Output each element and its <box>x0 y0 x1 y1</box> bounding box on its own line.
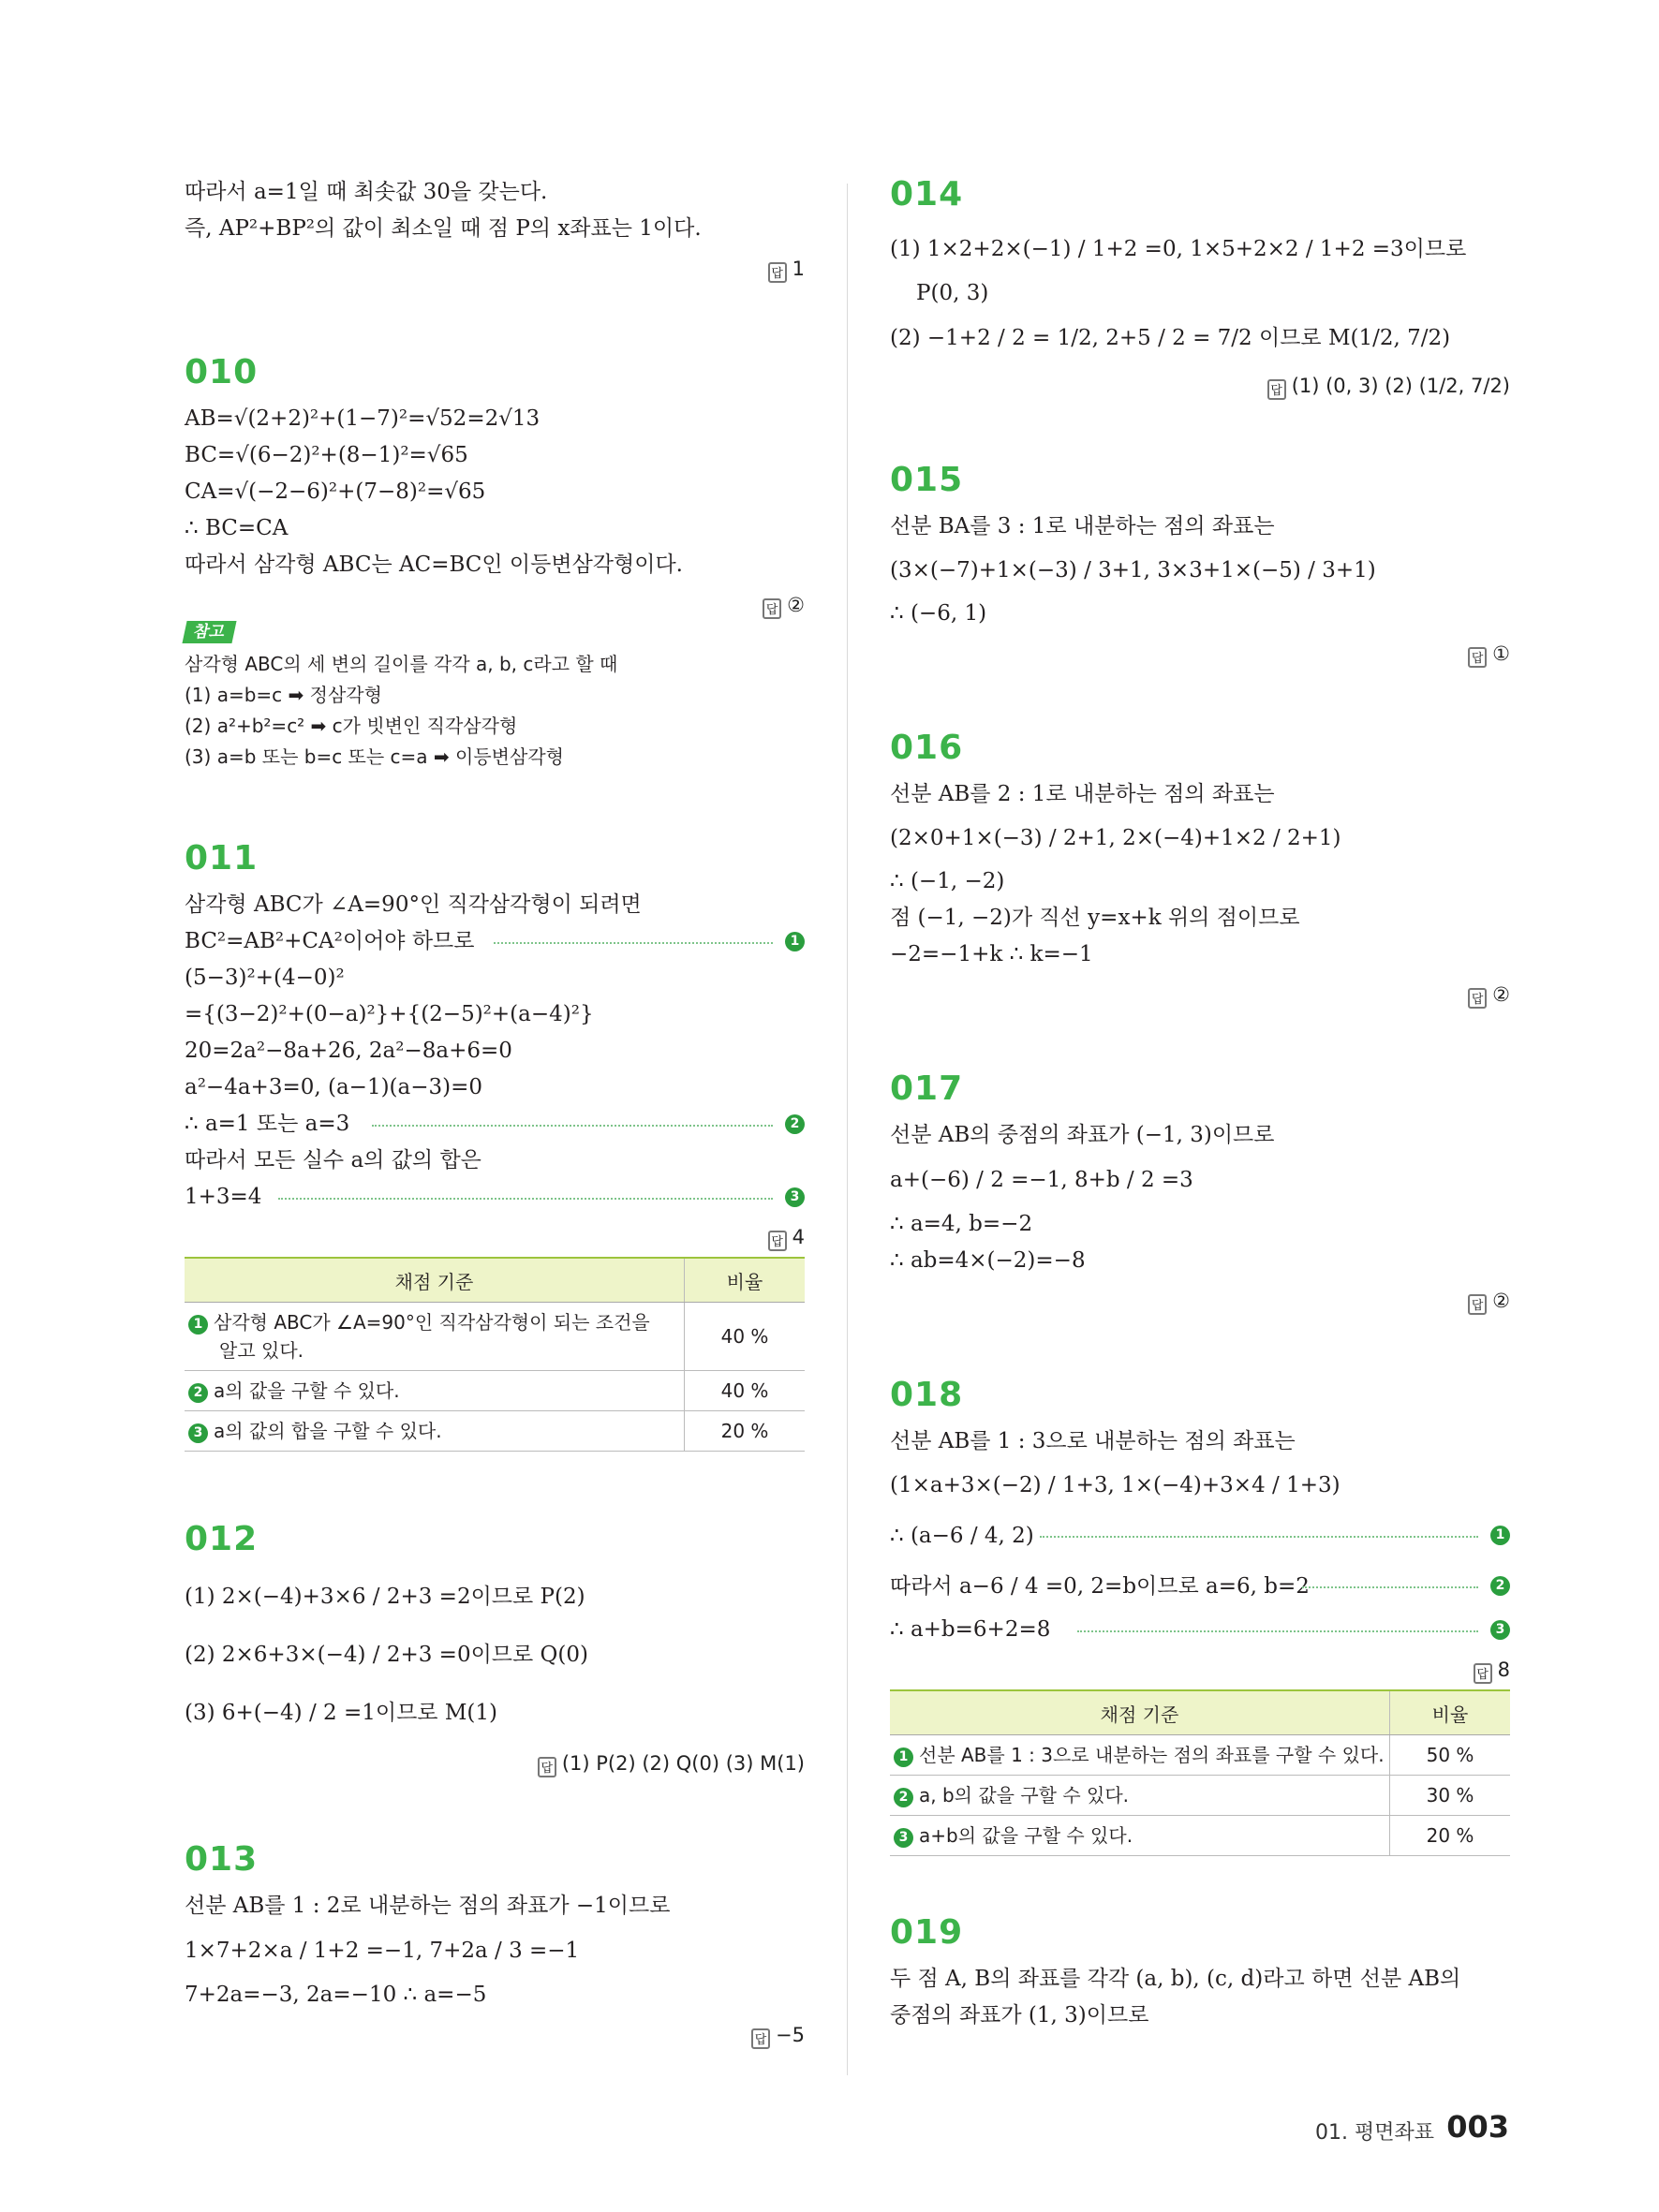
p010-line: ∴ BC=CA <box>185 516 289 540</box>
p016-line: 선분 AB를 2 : 1로 내분하는 점의 좌표는 <box>890 782 1275 806</box>
p011-step-3: 1+3=4 3 <box>185 1179 805 1216</box>
p015-line: ∴ (−6, 1) <box>890 601 987 626</box>
problem-number-018: 018 <box>890 1376 964 1414</box>
p013-line: 1×7+2×a / 1+2 =−1, 7+2a / 3 =−1 <box>185 1939 580 1963</box>
intro-line-1: 따라서 a=1일 때 최솟값 30을 갖는다. <box>185 180 548 204</box>
p015-line: (3×(−7)+1×(−3) / 3+1, 3×3+1×(−5) / 3+1) <box>890 558 1376 582</box>
dotted-leader <box>278 1198 773 1200</box>
p014-line: P(0, 3) <box>916 281 989 305</box>
table-row: 1 삼각형 ABC가 ∠A=90°인 직각삼각형이 되는 조건을 알고 있다. 40 % <box>185 1303 805 1371</box>
table-row: 2 a, b의 값을 구할 수 있다. 30 % <box>890 1776 1510 1816</box>
p018-line: 선분 AB를 1 : 3으로 내분하는 점의 좌표는 <box>890 1429 1296 1453</box>
p017-line: 선분 AB의 중점의 좌표가 (−1, 3)이므로 <box>890 1123 1275 1147</box>
right-column <box>890 174 1510 2034</box>
p011-step-2: ∴ a=1 또는 a=3 2 <box>185 1106 805 1143</box>
column-divider <box>847 184 848 2075</box>
table-row: 3 a+b의 값을 구할 수 있다. 20 % <box>890 1816 1510 1856</box>
dotted-leader <box>1040 1536 1478 1538</box>
answer-tag-icon: 답 <box>763 598 781 619</box>
p018-step-3: ∴ a+b=6+2=8 3 <box>890 1612 1510 1648</box>
left-column <box>185 174 805 2051</box>
p011-line: a²−4a+3=0, (a−1)(a−3)=0 <box>185 1075 483 1099</box>
table-row: 2 a의 값을 구할 수 있다. 40 % <box>185 1371 805 1411</box>
dotted-leader <box>1302 1586 1478 1588</box>
answer-tag-icon: 답 <box>1468 647 1487 668</box>
answer-013: 답 −5 <box>185 2019 805 2051</box>
p019-line: 두 점 A, B의 좌표를 각각 (a, b), (c, d)라고 하면 선분 AB의 <box>890 1967 1461 1991</box>
step-3-marker: 3 <box>1490 1620 1510 1640</box>
p017-line: ∴ a=4, b=−2 <box>890 1212 1033 1236</box>
chapter-label: 01. 평면좌표 <box>1315 2121 1434 2145</box>
p019-line: 중점의 좌표가 (1, 3)이므로 <box>890 2003 1149 2028</box>
step-1-marker: 1 <box>785 932 805 951</box>
p011-line: 20=2a²−8a+26, 2a²−8a+6=0 <box>185 1039 512 1063</box>
problem-number-015: 015 <box>890 461 964 499</box>
p017-line: ∴ ab=4×(−2)=−8 <box>890 1248 1086 1273</box>
step-3-marker: 3 <box>785 1187 805 1207</box>
table-header-criteria: 채점 기준 <box>890 1690 1390 1735</box>
p011-step-1: BC²=AB²+CA²이어야 하므로 1 <box>185 923 805 960</box>
p016-line: −2=−1+k ∴ k=−1 <box>890 942 1093 966</box>
grading-table-018 <box>890 1689 1510 1856</box>
problem-number-019: 019 <box>890 1913 964 1952</box>
p010-line: BC=√(6−2)²+(8−1)²=√65 <box>185 443 468 467</box>
answer-tag-icon: 답 <box>1267 379 1286 400</box>
note-line: (1) a=b=c ➡ 정삼각형 <box>185 684 382 706</box>
problem-number-013: 013 <box>185 1840 259 1879</box>
p014-line: (1) 1×2+2×(−1) / 1+2 =0, 1×5+2×2 / 1+2 =3이므로 <box>890 237 1467 261</box>
p016-line: ∴ (−1, −2) <box>890 869 1005 893</box>
problem-number-017: 017 <box>890 1069 964 1108</box>
note-line: (2) a²+b²=c² ➡ c가 빗변인 직각삼각형 <box>185 715 518 737</box>
p013-line: 선분 AB를 1 : 2로 내분하는 점의 좌표가 −1이므로 <box>185 1894 671 1918</box>
table-row: 3 a의 값의 합을 구할 수 있다. 20 % <box>185 1411 805 1452</box>
p017-line: a+(−6) / 2 =−1, 8+b / 2 =3 <box>890 1168 1193 1192</box>
answer-018: 답 8 <box>890 1654 1510 1686</box>
note-line: (3) a=b 또는 b=c 또는 c=a ➡ 이등변삼각형 <box>185 745 564 768</box>
p010-line: 따라서 삼각형 ABC는 AC=BC인 이등변삼각형이다. <box>185 553 683 577</box>
answer-016: 답 ② <box>890 979 1510 1010</box>
p015-line: 선분 BA를 3 : 1로 내분하는 점의 좌표는 <box>890 514 1275 538</box>
p018-step-2: 따라서 a−6 / 4 =0, 2=b이므로 a=6, b=2 2 <box>890 1561 1510 1612</box>
answer-017: 답 ② <box>890 1285 1510 1317</box>
problem-number-016: 016 <box>890 729 964 767</box>
p016-line: 점 (−1, −2)가 직선 y=x+k 위의 점이므로 <box>890 906 1300 930</box>
answer-tag-icon: 답 <box>1468 988 1487 1009</box>
step-2-marker: 2 <box>785 1114 805 1134</box>
p010-line: AB=√(2+2)²+(1−7)²=√52=2√13 <box>185 406 541 431</box>
p013-line: 7+2a=−3, 2a=−10 ∴ a=−5 <box>185 1983 487 2007</box>
page-number: 003 <box>1446 2109 1509 2145</box>
p011-line: ={(3−2)²+(0−a)²}+{(2−5)²+(a−4)²} <box>185 1002 594 1026</box>
note-line: 삼각형 ABC의 세 변의 길이를 각각 a, b, c라고 할 때 <box>185 653 618 675</box>
answer-intro: 답 1 <box>185 253 805 285</box>
problem-number-011: 011 <box>185 839 259 877</box>
dotted-leader <box>494 942 773 944</box>
step-2-marker: 2 <box>1490 1576 1510 1596</box>
answer-tag-icon: 답 <box>1474 1663 1492 1684</box>
answer-tag-icon: 답 <box>768 262 787 283</box>
answer-011: 답 4 <box>185 1221 805 1253</box>
p016-line: (2×0+1×(−3) / 2+1, 2×(−4)+1×2 / 2+1) <box>890 826 1341 850</box>
p011-line: (5−3)²+(4−0)² <box>185 966 345 990</box>
answer-tag-icon: 답 <box>751 2028 770 2049</box>
p012-line: (3) 6+(−4) / 2 =1이므로 M(1) <box>185 1701 497 1725</box>
grading-table-011 <box>185 1257 805 1452</box>
answer-tag-icon: 답 <box>538 1757 556 1777</box>
table-row: 1 선분 AB를 1 : 3으로 내분하는 점의 좌표를 구할 수 있다. 50 % <box>890 1735 1510 1776</box>
step-1-marker: 1 <box>1490 1526 1510 1545</box>
p011-line: 따라서 모든 실수 a의 값의 합은 <box>185 1148 481 1172</box>
problem-number-014: 014 <box>890 175 964 214</box>
p012-line: (1) 2×(−4)+3×6 / 2+3 =2이므로 P(2) <box>185 1585 585 1609</box>
dotted-leader <box>1077 1630 1478 1632</box>
table-header-ratio: 비율 <box>685 1258 806 1303</box>
p018-step-1: ∴ (a−6 / 4, 2) 1 <box>890 1511 1510 1561</box>
p010-line: CA=√(−2−6)²+(7−8)²=√65 <box>185 479 486 504</box>
answer-tag-icon: 답 <box>768 1231 787 1251</box>
answer-012: 답 (1) P(2) (2) Q(0) (3) M(1) <box>185 1747 805 1779</box>
p012-line: (2) 2×6+3×(−4) / 2+3 =0이므로 Q(0) <box>185 1643 588 1667</box>
answer-010: 답 ② <box>185 589 805 621</box>
table-header-criteria: 채점 기준 <box>185 1258 685 1303</box>
table-header-ratio: 비율 <box>1390 1690 1511 1735</box>
p014-line: (2) −1+2 / 2 = 1/2, 2+5 / 2 = 7/2 이므로 M(1/2, 7/2) <box>890 326 1451 350</box>
answer-014: 답 (1) (0, 3) (2) (1/2, 7/2) <box>890 370 1510 402</box>
dotted-leader <box>372 1125 773 1127</box>
p018-line: (1×a+3×(−2) / 1+3, 1×(−4)+3×4 / 1+3) <box>890 1473 1341 1497</box>
problem-number-012: 012 <box>185 1520 259 1558</box>
answer-tag-icon: 답 <box>1468 1294 1487 1315</box>
note-tag: 참고 <box>182 621 236 643</box>
answer-015: 답 ① <box>890 638 1510 670</box>
problem-number-010: 010 <box>185 353 259 391</box>
p011-line: 삼각형 ABC가 ∠A=90°인 직각삼각형이 되려면 <box>185 892 642 917</box>
intro-line-2: 즉, AP²+BP²의 값이 최소일 때 점 P의 x좌표는 1이다. <box>185 216 702 241</box>
